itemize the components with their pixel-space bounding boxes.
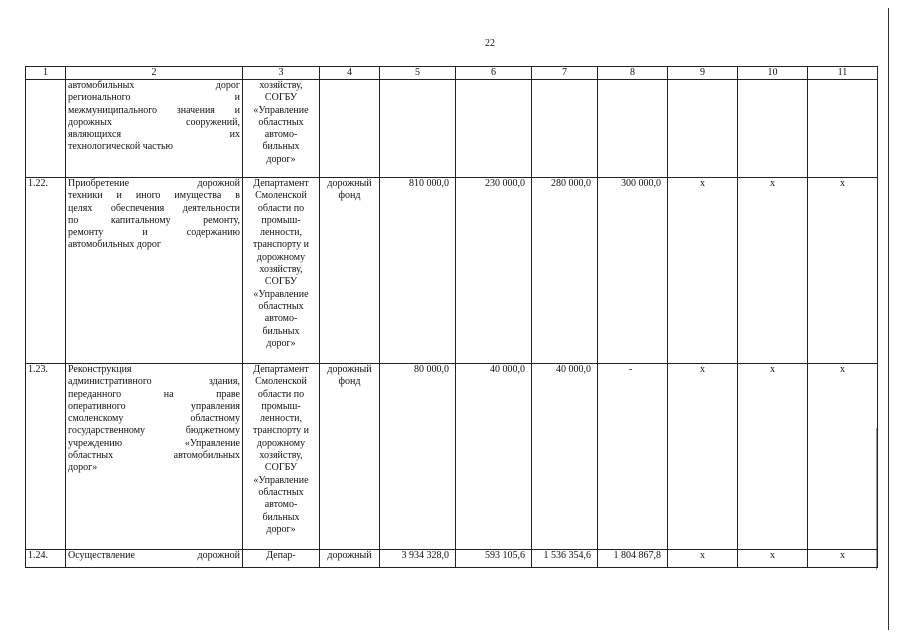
item-name-line: по капитальному ремонту, xyxy=(68,214,240,226)
program-table xyxy=(25,66,878,568)
item-name-line: автомобильных дорог xyxy=(68,239,162,251)
executor-line: дорожному xyxy=(256,251,306,263)
total-amount-cell: 810 000,0 xyxy=(380,178,456,364)
item-name-line: ремонту и содержанию xyxy=(68,227,240,239)
item-name-line: целях обеспечения деятельности xyxy=(68,202,240,214)
executor-cell xyxy=(243,550,320,568)
page-number: 22 xyxy=(485,38,495,49)
executor-cell xyxy=(243,364,320,550)
item-name-cell xyxy=(66,80,243,178)
item-number-cell xyxy=(26,80,66,178)
item-name-line: переданного на праве xyxy=(68,388,240,400)
item-name-line: межмуниципального значения и xyxy=(68,104,240,116)
executor-line: Смоленской xyxy=(255,376,307,388)
indicator-cell xyxy=(808,80,878,178)
page-edge-line xyxy=(888,8,889,630)
executor-line: областных xyxy=(258,116,304,128)
table-row xyxy=(26,178,878,364)
indicator-cell: x xyxy=(668,178,738,364)
executor-line: дорог» xyxy=(266,523,296,535)
indicator-cell: x xyxy=(738,178,808,364)
executor-line: автомо- xyxy=(264,129,298,141)
executor-line: области по xyxy=(257,202,305,214)
executor-cell xyxy=(243,80,320,178)
executor-line: областных xyxy=(258,300,304,312)
funding-source-cell: дорожный xyxy=(320,550,380,568)
item-name-line: Реконструкция xyxy=(68,364,132,375)
executor-line: промыш- xyxy=(261,400,301,412)
executor-line: СОГБУ xyxy=(264,92,298,104)
total-amount-cell: 3 934 328,0 xyxy=(380,550,456,568)
indicator-cell: x xyxy=(668,550,738,568)
indicator-cell: x xyxy=(668,364,738,550)
executor-line: областных xyxy=(258,486,304,498)
year3-amount-cell: - xyxy=(598,364,668,550)
executor-line: дорог» xyxy=(266,337,296,349)
executor-line: транспорту и xyxy=(252,239,310,251)
column-number-header: 6 xyxy=(456,67,532,80)
executor-line: Департамент xyxy=(253,178,309,189)
indicator-cell: x xyxy=(808,550,878,568)
executor-line: дорожному xyxy=(256,437,306,449)
executor-line: Департамент xyxy=(253,364,309,375)
year1-amount-cell xyxy=(456,80,532,178)
indicator-cell: x xyxy=(808,178,878,364)
year2-amount-cell: 40 000,0 xyxy=(532,364,598,550)
executor-line: хозяйству, xyxy=(259,264,303,276)
column-number-header: 4 xyxy=(320,67,380,80)
item-name-line: областных автомобильных xyxy=(68,450,240,462)
funding-source-cell: дорожный фонд xyxy=(320,364,380,550)
table-row xyxy=(26,364,878,550)
executor-line: дорог» xyxy=(266,153,296,165)
column-number-header: 1 xyxy=(26,67,66,80)
executor-line: ленности, xyxy=(259,227,303,239)
year3-amount-cell: 300 000,0 xyxy=(598,178,668,364)
executor-line: СОГБУ xyxy=(264,462,298,474)
item-name-line: Приобретение дорожной xyxy=(68,178,240,189)
item-name-line: техники и иного имущества в xyxy=(68,190,240,202)
item-name-line: дорог» xyxy=(68,462,98,474)
executor-line: Смоленской xyxy=(255,190,307,202)
executor-line: бильных xyxy=(262,325,300,337)
executor-line: автомо- xyxy=(264,499,298,511)
year3-amount-cell: 1 804 867,8 xyxy=(598,550,668,568)
executor-line: ленности, xyxy=(259,413,303,425)
item-name-line: Осуществление дорожной xyxy=(68,550,240,561)
column-number-header: 7 xyxy=(532,67,598,80)
executor-line: транспорту и xyxy=(252,425,310,437)
executor-line: хозяйству, xyxy=(259,450,303,462)
executor-line: автомо- xyxy=(264,313,298,325)
executor-line: промыш- xyxy=(261,214,301,226)
year1-amount-cell: 40 000,0 xyxy=(456,364,532,550)
year1-amount-cell: 230 000,0 xyxy=(456,178,532,364)
executor-line: «Управление xyxy=(253,104,309,116)
item-name-line: регионального и xyxy=(68,92,240,104)
funding-source-cell xyxy=(320,80,380,178)
indicator-cell: x xyxy=(738,550,808,568)
item-name-line: государственному бюджетному xyxy=(68,425,240,437)
executor-line: «Управление xyxy=(253,474,309,486)
executor-line: бильных xyxy=(262,141,300,153)
year2-amount-cell: 280 000,0 xyxy=(532,178,598,364)
column-number-header-row xyxy=(26,67,878,80)
indicator-cell: x xyxy=(808,364,878,550)
column-number-header: 10 xyxy=(738,67,808,80)
executor-line: Депар- xyxy=(266,550,296,561)
executor-line: хозяйству, xyxy=(259,80,303,91)
item-name-cell xyxy=(66,550,243,568)
executor-cell xyxy=(243,178,320,364)
executor-line: «Управление xyxy=(253,288,309,300)
item-name-cell xyxy=(66,178,243,364)
year1-amount-cell: 593 105,6 xyxy=(456,550,532,568)
executor-line: области по xyxy=(257,388,305,400)
item-name-cell xyxy=(66,364,243,550)
column-number-header: 11 xyxy=(808,67,878,80)
item-name-line: оперативного управления xyxy=(68,400,240,412)
year3-amount-cell xyxy=(598,80,668,178)
table-row xyxy=(26,80,878,178)
item-name-line: автомобильных дорог xyxy=(68,80,240,91)
column-number-header: 3 xyxy=(243,67,320,80)
table-row xyxy=(26,550,878,568)
item-name-line: технологической частью xyxy=(68,141,174,153)
indicator-cell xyxy=(738,80,808,178)
column-number-header: 9 xyxy=(668,67,738,80)
total-amount-cell xyxy=(380,80,456,178)
item-name-line: смоленскому областному xyxy=(68,413,240,425)
item-name-line: административного здания, xyxy=(68,376,240,388)
item-name-line: являющихся их xyxy=(68,129,240,141)
item-number-cell: 1.23. xyxy=(26,364,66,550)
item-number-cell: 1.24. xyxy=(26,550,66,568)
indicator-cell xyxy=(668,80,738,178)
indicator-cell: x xyxy=(738,364,808,550)
year2-amount-cell xyxy=(532,80,598,178)
item-name-line: учреждению «Управление xyxy=(68,437,240,449)
column-number-header: 8 xyxy=(598,67,668,80)
year2-amount-cell: 1 536 354,6 xyxy=(532,550,598,568)
total-amount-cell: 80 000,0 xyxy=(380,364,456,550)
item-number-cell: 1.22. xyxy=(26,178,66,364)
column-number-header: 2 xyxy=(66,67,243,80)
column-number-header: 5 xyxy=(380,67,456,80)
funding-source-cell: дорожный фонд xyxy=(320,178,380,364)
executor-line: СОГБУ xyxy=(264,276,298,288)
item-name-line: дорожных сооружений, xyxy=(68,116,240,128)
executor-line: бильных xyxy=(262,511,300,523)
